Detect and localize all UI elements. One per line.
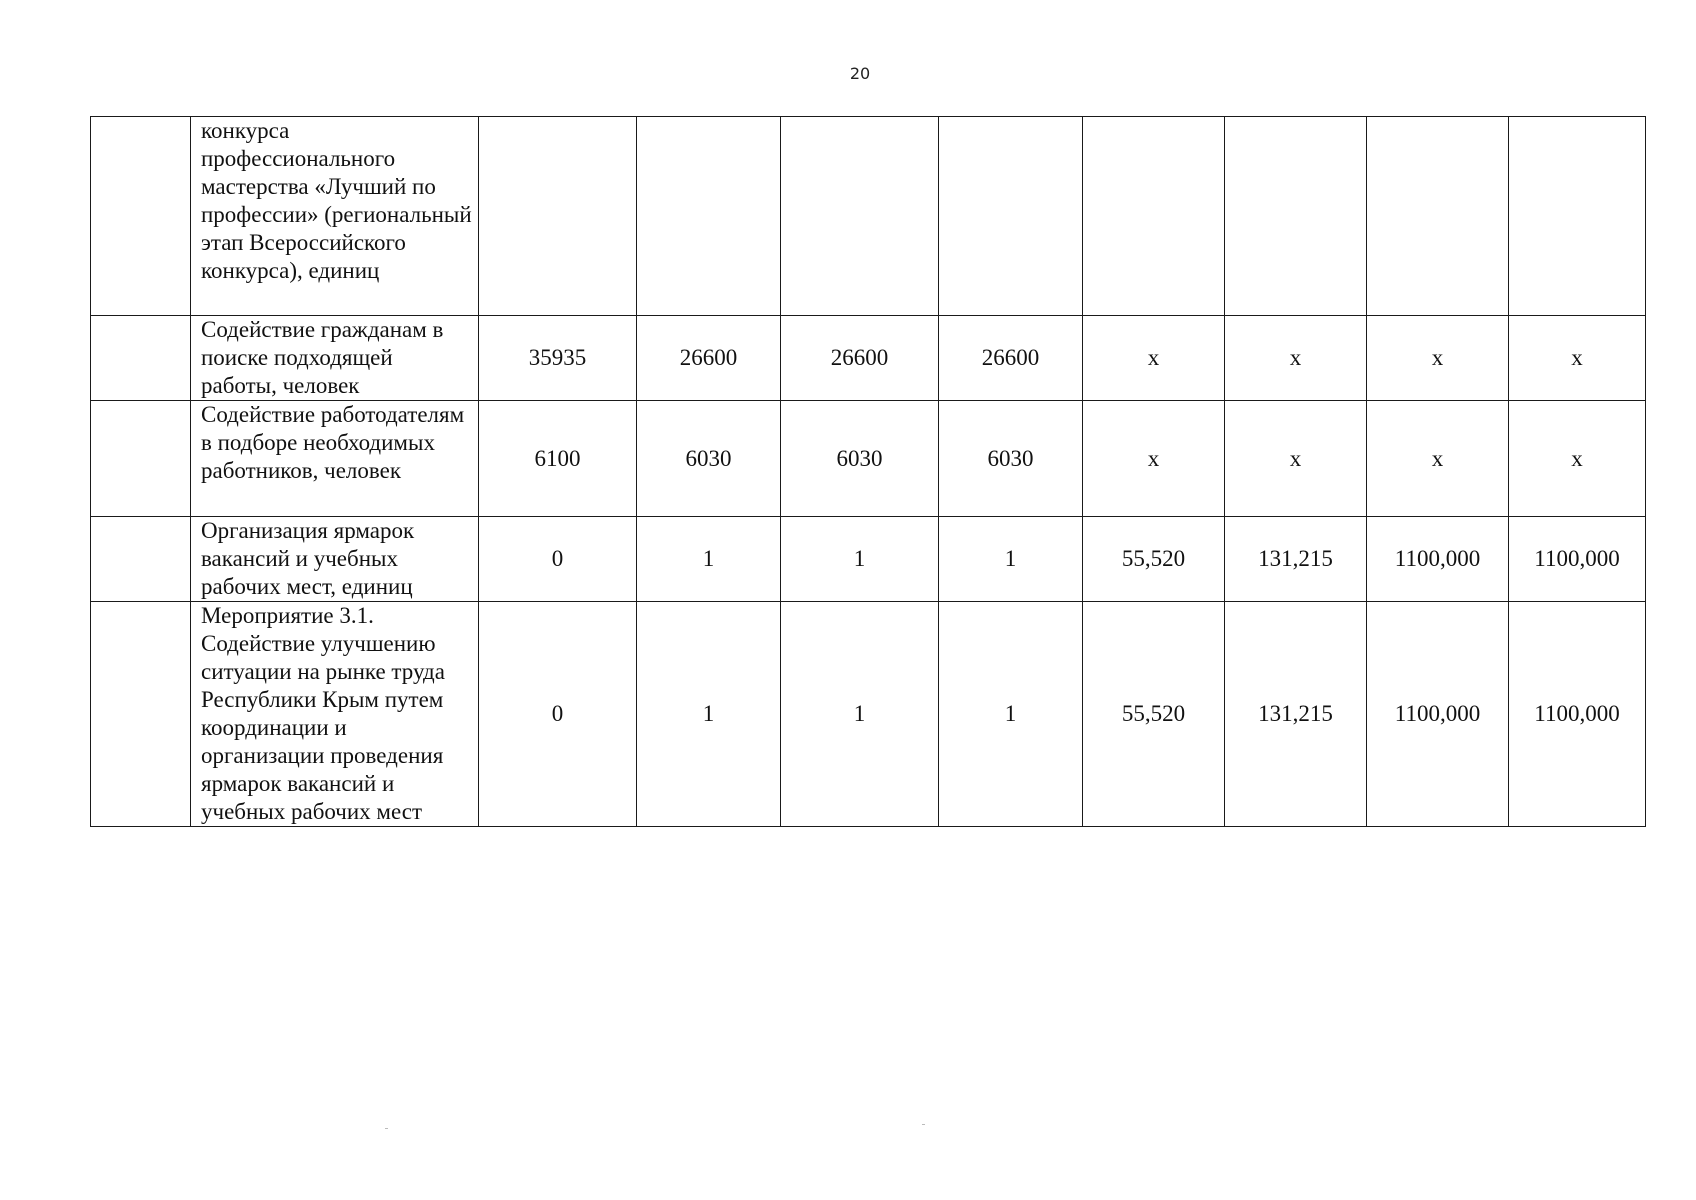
value-cell: 131,215	[1225, 602, 1367, 827]
page-number: 20	[849, 64, 871, 83]
value-cell	[637, 117, 781, 316]
value-cell: 6030	[939, 401, 1083, 517]
value-cell: 1100,000	[1509, 602, 1646, 827]
value-cell: x	[1083, 401, 1225, 517]
row-name-cell: конкурса профессионального мастерства «Лучший по профессии» (региональный этап Всероссийского конкурса), единиц	[191, 117, 479, 316]
table-row	[91, 401, 1646, 517]
value-cell	[939, 117, 1083, 316]
value-cell	[1509, 117, 1646, 316]
value-cell: 1	[637, 602, 781, 827]
table-row	[91, 117, 1646, 316]
value-cell: 0	[479, 517, 637, 602]
data-table	[90, 116, 1646, 827]
row-index-cell	[91, 316, 191, 401]
value-cell: 1	[939, 517, 1083, 602]
value-cell: 6030	[637, 401, 781, 517]
row-name-cell: Содействие гражданам в поиске подходящей работы, человек	[191, 316, 479, 401]
row-name-cell: Организация ярмарок вакансий и учебных рабочих мест, единиц	[191, 517, 479, 602]
value-cell: x	[1225, 401, 1367, 517]
value-cell	[1225, 117, 1367, 316]
value-cell	[479, 117, 637, 316]
value-cell: x	[1225, 316, 1367, 401]
value-cell: 55,520	[1083, 517, 1225, 602]
value-cell: x	[1509, 316, 1646, 401]
value-cell: 6030	[781, 401, 939, 517]
table-row	[91, 517, 1646, 602]
scan-speck	[922, 1124, 925, 1125]
row-index-cell	[91, 401, 191, 517]
value-cell: 1100,000	[1509, 517, 1646, 602]
value-cell: x	[1367, 401, 1509, 517]
row-name-cell: Содействие работодателям в подборе необходимых работников, человек	[191, 401, 479, 517]
value-cell: 1100,000	[1367, 517, 1509, 602]
value-cell: 131,215	[1225, 517, 1367, 602]
value-cell: 1	[781, 517, 939, 602]
value-cell	[1367, 117, 1509, 316]
table-row	[91, 602, 1646, 827]
row-name-cell: Мероприятие 3.1. Содействие улучшению ситуации на рынке труда Республики Крым путем координации и организации проведения ярмарок вакансий и учебных рабочих мест	[191, 602, 479, 827]
value-cell: 26600	[781, 316, 939, 401]
value-cell: x	[1083, 316, 1225, 401]
value-cell	[1083, 117, 1225, 316]
value-cell: 1	[637, 517, 781, 602]
value-cell	[781, 117, 939, 316]
row-index-cell	[91, 117, 191, 316]
table-row	[91, 316, 1646, 401]
value-cell: 26600	[637, 316, 781, 401]
value-cell: x	[1367, 316, 1509, 401]
value-cell: 1100,000	[1367, 602, 1509, 827]
value-cell: 6100	[479, 401, 637, 517]
scan-speck	[385, 1128, 388, 1129]
value-cell: 1	[781, 602, 939, 827]
value-cell: x	[1509, 401, 1646, 517]
value-cell: 26600	[939, 316, 1083, 401]
row-index-cell	[91, 517, 191, 602]
value-cell: 55,520	[1083, 602, 1225, 827]
value-cell: 35935	[479, 316, 637, 401]
row-index-cell	[91, 602, 191, 827]
value-cell: 1	[939, 602, 1083, 827]
value-cell: 0	[479, 602, 637, 827]
